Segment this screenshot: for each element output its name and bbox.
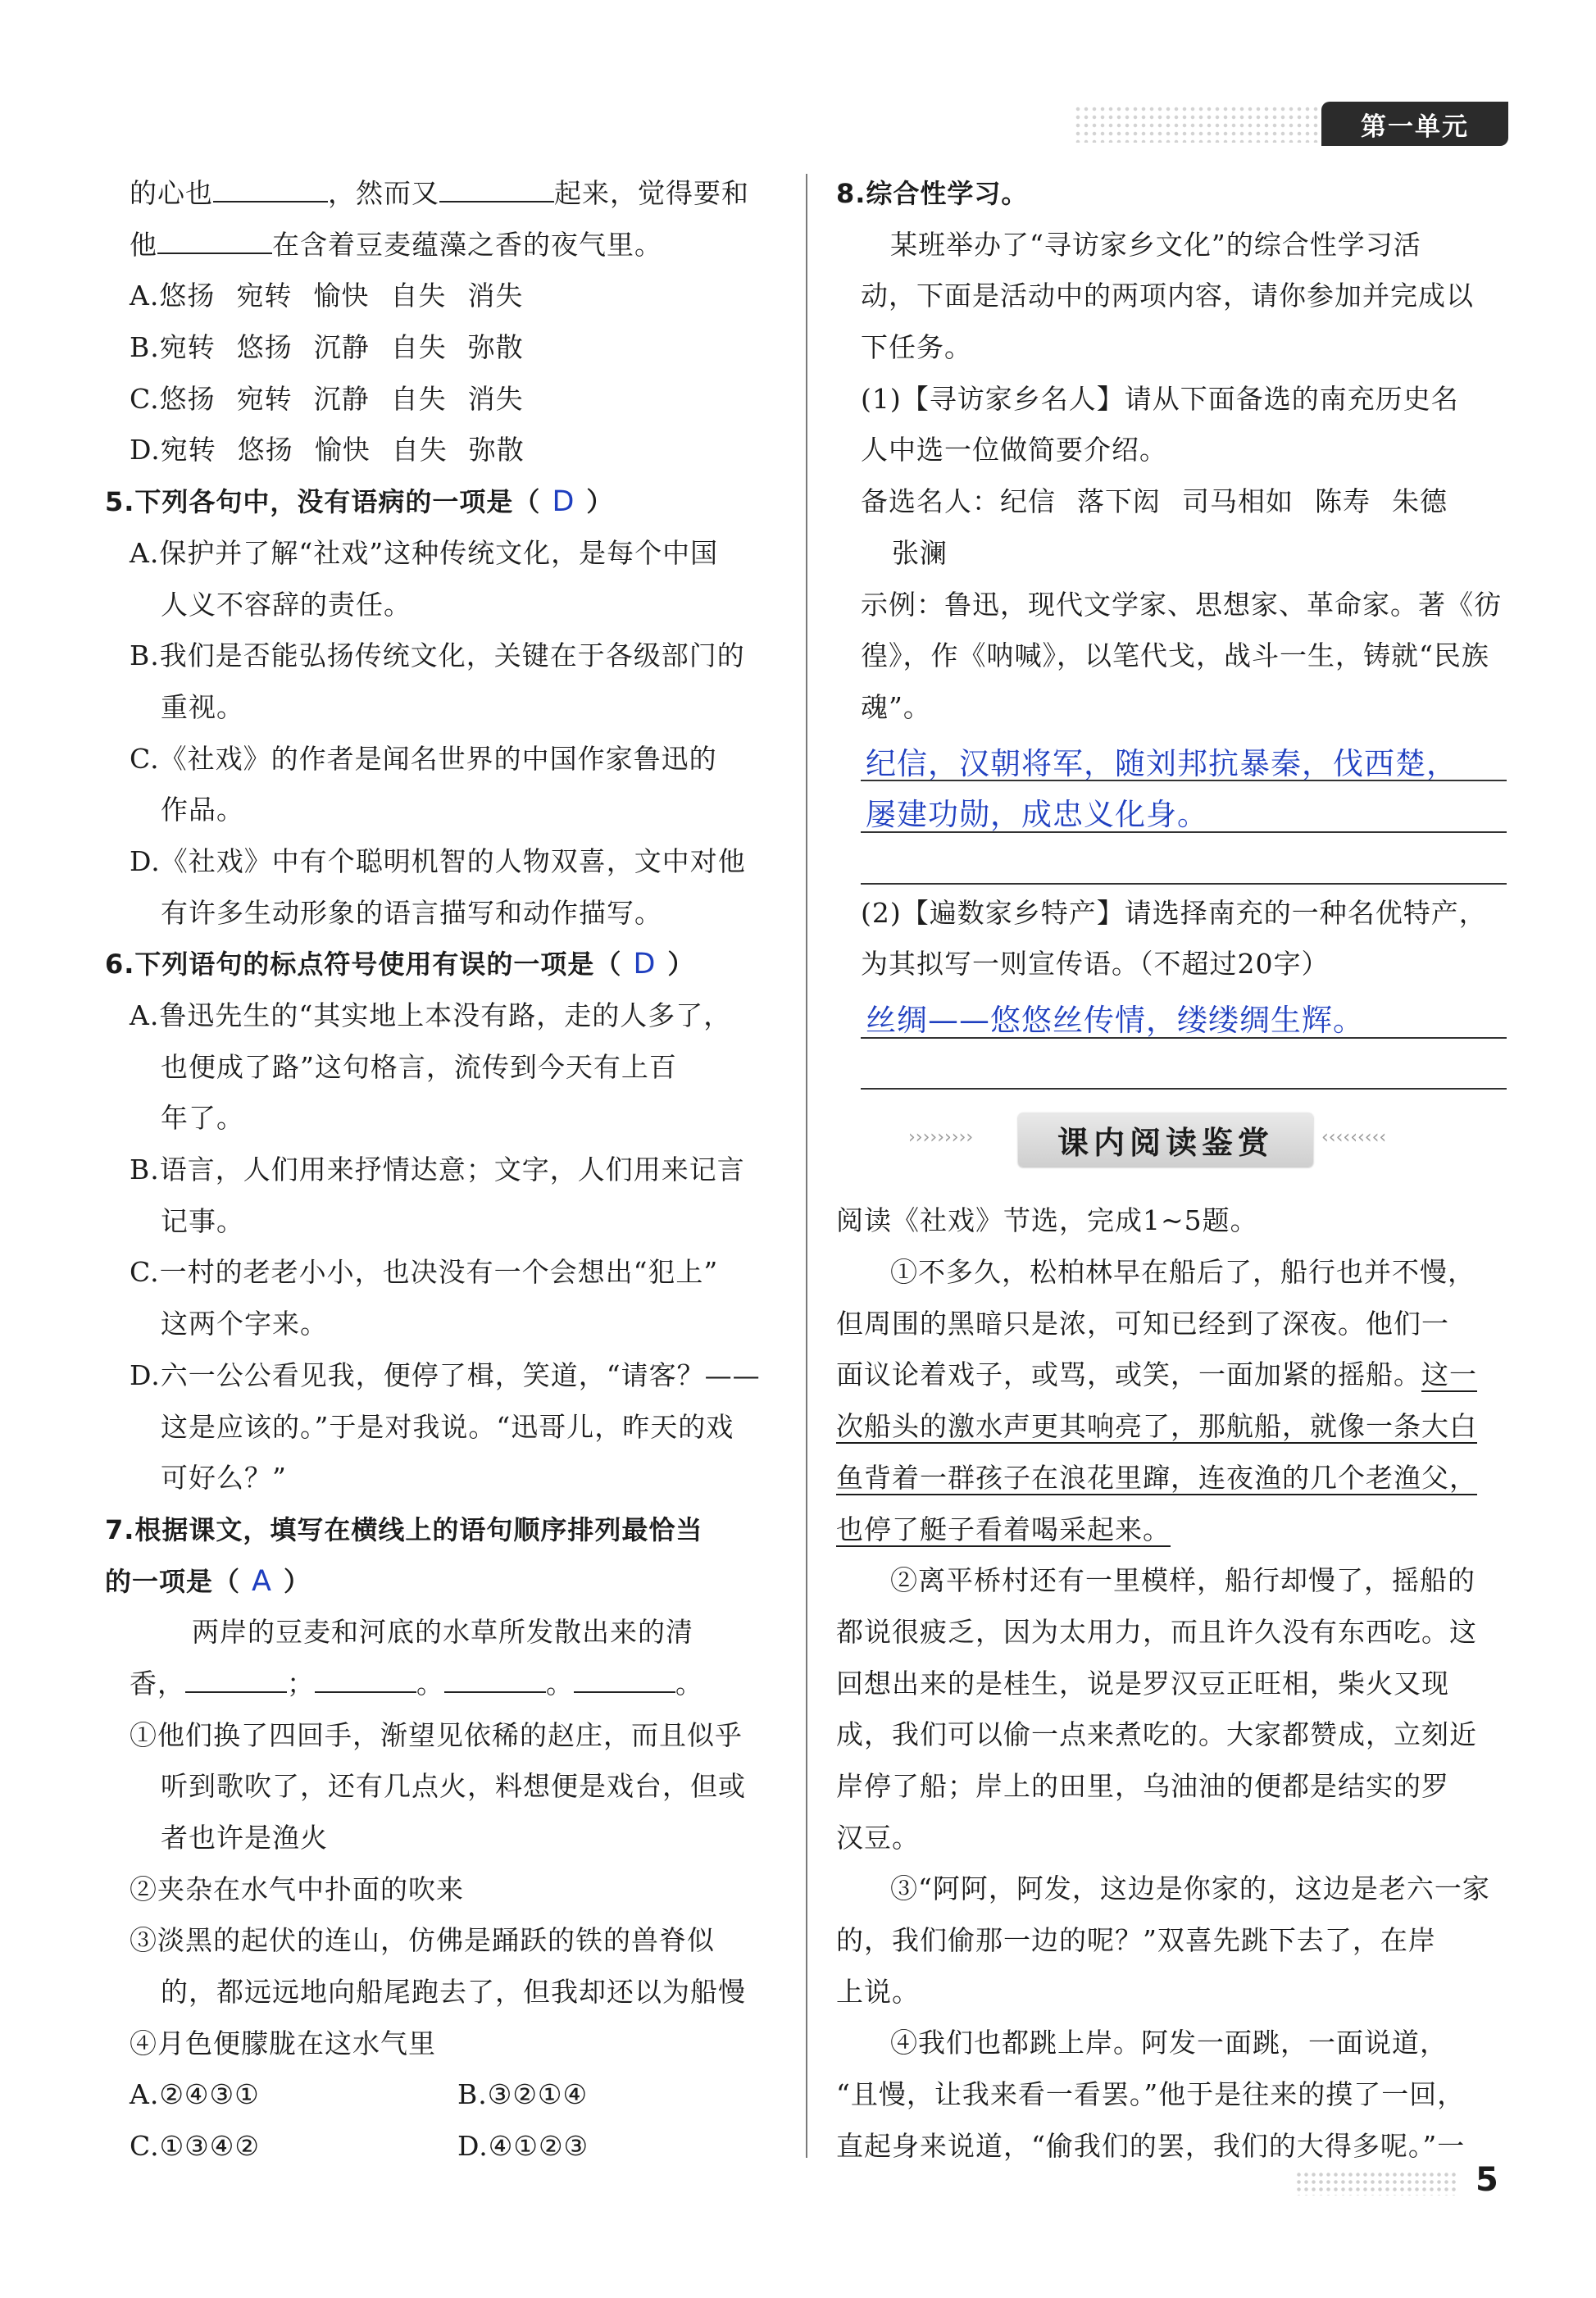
q4-line-1: 的心也 ，然而又 起来，觉得要和	[130, 177, 749, 209]
q7-answer: A	[252, 1564, 272, 1598]
q7-item-line: ①他们换了四回手，渐望见依稀的赵庄，而且似乎	[130, 1718, 743, 1751]
fill-blank	[185, 1667, 287, 1693]
q7-item-line: 的，都远远地向船尾跑去了，但我却还以为船慢	[161, 1976, 746, 2009]
right-column	[836, 168, 1507, 2172]
reading-line: 岸停了船；岸上的田里，乌油油的便都是结实的罗	[836, 1769, 1449, 1802]
page-number: 5	[1476, 2161, 1498, 2199]
answer-line	[836, 836, 1507, 888]
fill-blank	[315, 1667, 416, 1693]
reading-line: 直起身来说道，“偷我们的罢，我们的大得多呢。”一	[836, 2129, 1466, 2162]
q5-option-line: 重视。	[161, 690, 244, 723]
q5-stem: 5.下列各句中，没有语病的一项是（ D ）	[105, 485, 614, 519]
chevron-left-icon: ‹‹‹‹‹‹‹‹‹	[1321, 1127, 1387, 1149]
handwritten-answer: 丝绸——悠悠丝传情，缕缕绸生辉。	[866, 1003, 1364, 1038]
footer-decoration	[1295, 2171, 1459, 2196]
reading-line: ④我们也都跳上岸。阿发一面跳，一面说道，	[890, 2027, 1448, 2059]
reading-line: 都说很疲乏，因为太用力，而且许久没有东西吃。这	[836, 1615, 1477, 1648]
reading-line: 面议论着戏子，或骂，或笑，一面加紧的摇船。这一	[836, 1358, 1477, 1391]
q4-option-d: D.宛转 悠扬 愉快 自失 弥散	[130, 434, 525, 466]
fill-blank	[574, 1667, 675, 1693]
section-title: 课内阅读鉴赏	[1018, 1113, 1313, 1167]
reading-line: ③“阿阿，阿发，这边是你家的，这边是老六一家	[890, 1873, 1490, 1905]
q5-option-line: C.《社戏》的作者是闻名世界的中国作家鲁迅的	[130, 742, 717, 775]
q8-part2: 为其拟写一则宣传语。（不超过20字）	[861, 948, 1330, 981]
reading-line: 但周围的黑暗只是浓，可知已经到了深夜。他们一	[836, 1307, 1449, 1340]
q4-option-c: C.悠扬 宛转 沉静 自失 消失	[130, 382, 524, 415]
column-divider	[806, 174, 807, 2158]
q5-option-line: 人义不容辞的责任。	[161, 588, 412, 621]
q8-candidates-cont: 张澜	[892, 536, 948, 569]
answer-line	[836, 990, 1507, 1042]
reading-line: 也停了艇子看着喝采起来。	[836, 1513, 1171, 1545]
q7-item-line: ②夹杂在水气中扑面的吹来	[130, 1873, 464, 1905]
q7-item-line: 听到歌吹了，还有几点火，料想便是戏台，但或	[161, 1770, 746, 1803]
q7-passage-blanks: 香， ； 。 。 。	[130, 1667, 703, 1700]
reading-line: 的，我们偷那一边的呢？”双喜先跳下去了，在岸	[836, 1924, 1436, 1956]
q6-option-line: A.鲁迅先生的“其实地上本没有路，走的人多了，	[130, 999, 732, 1031]
q5-answer: D	[552, 485, 575, 519]
q4-option-a: A.悠扬 宛转 愉快 自失 消失	[130, 280, 524, 312]
q8-part1: 人中选一位做简要介绍。	[861, 434, 1167, 466]
reading-line: 汉豆。	[836, 1821, 920, 1854]
reading-line: ①不多久，松柏林早在船后了，船行也并不慢，	[890, 1256, 1476, 1289]
q8-title: 8.综合性学习。	[836, 178, 1029, 209]
q6-option-line: 这是应该的。”于是对我说。“迅哥儿，昨天的戏	[161, 1410, 734, 1443]
q8-intro: 动，下面是活动中的两项内容，请你参加并完成以	[861, 280, 1474, 312]
handwritten-answer: 纪信，汉朝将军，随刘邦抗暴秦，伐西楚，	[866, 745, 1457, 781]
fill-blank	[157, 228, 272, 254]
q8-example: 魂”。	[861, 690, 931, 723]
reading-line: 成，我们可以偷一点来煮吃的。大家都赞成，立刻近	[836, 1718, 1477, 1751]
q4-line-2: 他 在含着豆麦蕴藻之香的夜气里。	[130, 228, 662, 261]
q8-candidates: 备选名人：纪信 落下闳 司马相如 陈寿 朱德	[861, 485, 1448, 518]
q6-option-line: B.语言，人们用来抒情达意；文字，人们用来记言	[130, 1154, 745, 1186]
q8-part1: (1)【寻访家乡名人】请从下面备选的南充历史名	[861, 382, 1459, 415]
answer-line	[836, 785, 1507, 836]
q6-answer: D	[633, 948, 657, 981]
q8-intro: 下任务。	[861, 331, 972, 364]
unit-badge: 第一单元	[1321, 102, 1508, 146]
q5-option-line: B.我们是否能弘扬传统文化，关键在于各级部门的	[130, 639, 745, 672]
fill-blank	[444, 1667, 546, 1693]
q7-stem: 7.根据课文，填写在横线上的语句顺序排列最恰当	[105, 1513, 703, 1545]
answer-line	[836, 1042, 1507, 1094]
q5-option-line: 作品。	[161, 794, 244, 826]
handwritten-answer: 屡建功勋，成忠义化身。	[866, 797, 1208, 833]
section-header	[836, 1093, 1507, 1195]
q8-intro: 某班举办了“寻访家乡文化”的综合性学习活	[890, 228, 1421, 261]
answer-line	[836, 734, 1507, 785]
reading-line: ②离平桥村还有一里模样，船行却慢了，摇船的	[890, 1564, 1476, 1597]
reading-line: 上说。	[836, 1975, 920, 2008]
q6-option-line: 记事。	[161, 1204, 244, 1237]
q8-example: 示例：鲁迅，现代文学家、思想家、革命家。著《彷	[861, 588, 1502, 621]
q8-example: 徨》，作《呐喊》，以笔代戈，战斗一生，铸就“民族	[861, 639, 1489, 672]
reading-line: 次船头的激水声更其响亮了，那航船，就像一条大白	[836, 1410, 1477, 1443]
header-decoration	[1074, 105, 1320, 143]
q4-option-b: B.宛转 悠扬 沉静 自失 弥散	[130, 331, 524, 364]
q7-options-row: C.①③④② D.④①②③	[130, 2130, 589, 2163]
q7-item-line: ④月色便朦胧在这水气里	[130, 2027, 436, 2059]
q5-option-line: A.保护并了解“社戏”这种传统文化，是每个中国	[130, 536, 719, 569]
reading-line: “且慢，让我来看一看罢。”他于是往来的摸了一回，	[836, 2078, 1466, 2111]
q5-option-line: 有许多生动形象的语言描写和动作描写。	[161, 896, 662, 929]
reading-line: 回想出来的是桂生，说是罗汉豆正旺相，柴火又现	[836, 1667, 1449, 1700]
q6-option-line: C.一村的老老小小，也决没有一个会想出“犯上”	[130, 1256, 719, 1289]
fill-blank	[439, 176, 554, 202]
q6-option-line: 也便成了路”这句格言，流传到今天有上百	[161, 1050, 677, 1083]
q6-option-line: 这两个字来。	[161, 1308, 328, 1340]
fill-blank	[213, 176, 328, 202]
reading-instruction: 阅读《社戏》节选，完成1~5题。	[836, 1204, 1258, 1237]
q7-item-line: 者也许是渔火	[161, 1822, 328, 1854]
q6-option-line: 年了。	[161, 1102, 244, 1135]
q7-options-row: A.②④③① B.③②①④	[130, 2078, 589, 2111]
q6-stem: 6.下列语句的标点符号使用有误的一项是（ D ）	[105, 948, 695, 981]
q6-option-line: 可好么？”	[161, 1462, 287, 1495]
q7-stem-2: 的一项是（ A ）	[105, 1564, 311, 1598]
q8-part2: (2)【遍数家乡特产】请选择南充的一种名优特产，	[861, 896, 1487, 929]
q6-option-line: D.六一公公看见我，便停了楫，笑道，“请客？——	[130, 1358, 761, 1391]
chevron-right-icon: ›››››››››	[908, 1127, 974, 1149]
q7-passage: 两岸的豆麦和河底的水草所发散出来的清	[192, 1616, 693, 1649]
q5-option-line: D.《社戏》中有个聪明机智的人物双喜，文中对他	[130, 844, 746, 877]
reading-line: 鱼背着一群孩子在浪花里蹿，连夜渔的几个老渔父，	[836, 1461, 1477, 1494]
left-column	[105, 168, 779, 2173]
q7-item-line: ③淡黑的起伏的连山，仿佛是踊跃的铁的兽脊似	[130, 1924, 715, 1957]
